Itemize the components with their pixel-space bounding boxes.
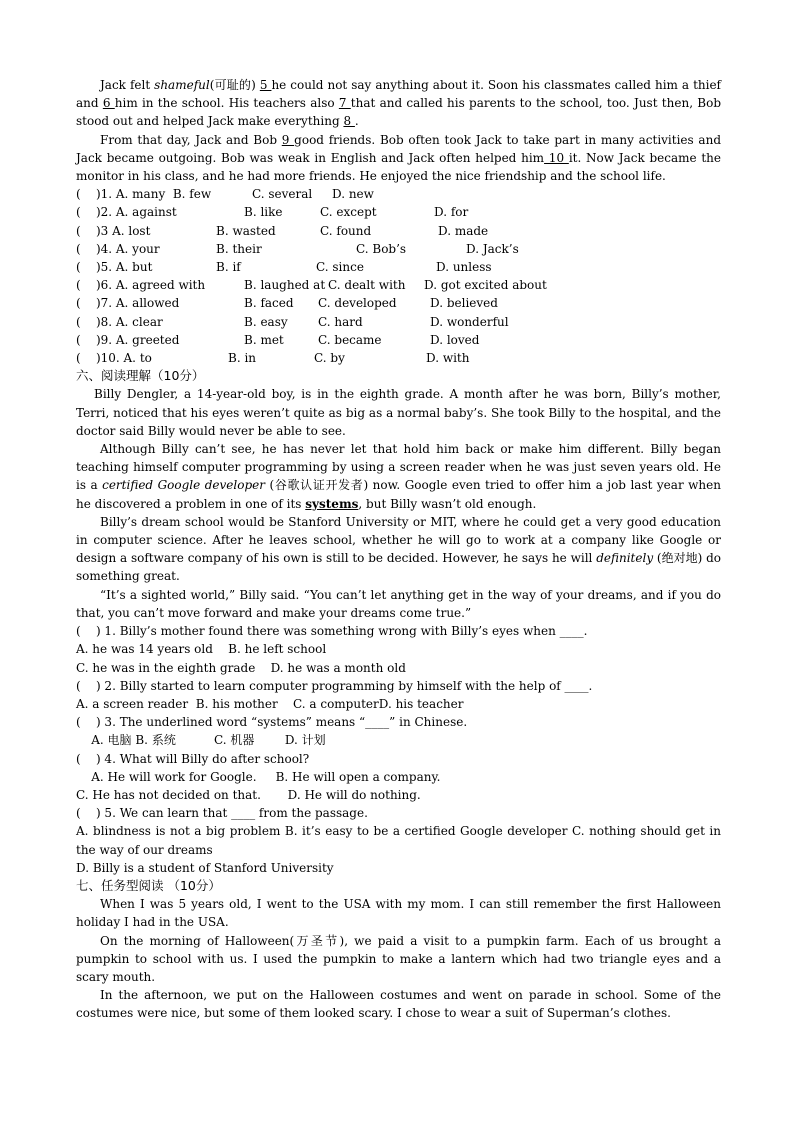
cloze-paragraph-2: [76, 131, 721, 186]
question-4: ( ) 4. What will Billy do after school?: [76, 751, 310, 766]
text: From that day, Jack and Bob: [100, 132, 282, 147]
text: Although Billy can’t see, he has never let that hold him back or make him different. Billy began teaching himself computer programming by using a screen reader when he was just seven years old. He is a: [76, 442, 721, 493]
text: him in the school. His teachers also: [114, 96, 339, 111]
cloze-option: D. Jack’s: [466, 241, 519, 256]
underlined-word-systems: systems: [305, 496, 359, 511]
cloze-option: D. for: [434, 205, 469, 220]
cloze-option-a: ( )7. A. allowed: [76, 296, 180, 311]
cloze-option: C. dealt with: [328, 278, 406, 293]
cloze-option-row: [76, 203, 721, 221]
cloze-option: D. with: [426, 351, 470, 366]
cloze-option: B. their: [216, 241, 262, 256]
cloze-option: B. laughed at: [244, 278, 326, 293]
section-heading-task-reading: 七、任务型阅读 （10分）: [76, 877, 221, 893]
blank-9: 9: [281, 132, 295, 147]
question-4-options-b: C. He has not decided on that. D. He will do nothing.: [76, 787, 421, 802]
blank-10: 10: [544, 150, 569, 165]
cloze-option: B. faced: [244, 296, 294, 311]
text: good friends. Bob often took Jack to take part in many activities and Jack became outgoing. Bob was weak in English and Jack often helped him: [76, 132, 722, 165]
question-2: ( ) 2. Billy started to learn computer programming by himself with the help of ____.: [76, 678, 593, 693]
question-2-options: A. a screen reader B. his mother C. a computerD. his teacher: [76, 696, 464, 711]
task-paragraph-1: When I was 5 years old, I went to the USA with my mom. I can still remember the first Halloween holiday I had in the USA.: [76, 897, 721, 930]
cloze-option: C. Bob’s: [356, 241, 407, 256]
cloze-option: C. except: [320, 205, 377, 220]
cloze-option-row: [76, 331, 721, 349]
question-1-options-b: C. he was in the eighth grade D. he was a month old: [76, 660, 406, 675]
section-heading-reading: 六、阅读理解（10分）: [76, 368, 205, 384]
cloze-option: D. believed: [430, 296, 498, 311]
question-1-options-a: A. he was 14 years old B. he left school: [76, 642, 327, 657]
question-5-options-a: A. blindness is not a big problem B. it’s easy to be a certified Google developer C. nothing should get in the way of our dreams: [76, 824, 721, 857]
question-3: ( ) 3. The underlined word “systems” means “____” in Chinese.: [76, 715, 468, 730]
document-page: [76, 76, 721, 1023]
cloze-option-a: ( )6. A. agreed with: [76, 278, 206, 293]
cloze-option: D. unless: [436, 260, 492, 275]
cloze-option: D. wonderful: [430, 314, 509, 329]
cloze-option: C. became: [318, 332, 382, 347]
cloze-option-a: ( )10. A. to: [76, 351, 152, 366]
text: Jack felt: [100, 78, 155, 92]
cloze-option-a: ( )3 A. lost: [76, 223, 151, 238]
italic-word: shameful: [154, 78, 210, 92]
cloze-option: C. several: [252, 187, 313, 202]
cloze-option: D. got excited about: [424, 278, 547, 293]
text: (可耻的): [209, 78, 260, 92]
blank-7: 7: [338, 96, 351, 111]
cloze-option: B. like: [244, 205, 283, 220]
cloze-option-a: ( )1. A. many B. few: [76, 187, 212, 202]
text: , but Billy wasn’t old enough.: [358, 496, 537, 511]
cloze-option-a: ( )4. A. your: [76, 241, 160, 256]
task-paragraph-2: On the morning of Halloween(万圣节), we paid a visit to a pumpkin farm. Each of us brought a pumpkin to school with us. I used the pumpkin to make a lantern which had two triangle eyes and a scary mouth.: [76, 933, 721, 984]
cloze-option-row: [76, 313, 721, 331]
text: that and called his parents to the school, too. Just then, Bob stood out and helped Jack make everything: [76, 96, 721, 129]
reading-paragraph-3: [76, 513, 721, 586]
cloze-option-a: ( )9. A. greeted: [76, 332, 180, 347]
cloze-option: D. made: [438, 223, 489, 238]
question-1: ( ) 1. Billy’s mother found there was something wrong with Billy’s eyes when ____.: [76, 624, 588, 639]
cloze-option: B. wasted: [216, 223, 276, 238]
text: (绝对地) do something great.: [76, 551, 722, 584]
question-5-options-b: D. Billy is a student of Stanford University: [76, 860, 334, 875]
text: he could not say anything about it. Soon his classmates called him a thief and: [76, 78, 722, 111]
cloze-option-a: ( )2. A. against: [76, 205, 177, 220]
reading-paragraph-2: [76, 440, 721, 513]
cloze-option-row: [76, 185, 721, 203]
text: Billy’s dream school would be Stanford University or MIT, where he could get a very good education in computer science. After he leaves school, whether he will go to work at a company like Google or design a software company of his own is still to be decided. However, he says he will: [76, 514, 721, 566]
cloze-option: B. if: [216, 260, 241, 275]
cloze-option-a: ( )8. A. clear: [76, 314, 163, 329]
cloze-option: B. met: [244, 332, 284, 347]
cloze-option-row: [76, 258, 721, 276]
cloze-option-row: [76, 276, 721, 294]
cloze-option-a: ( )5. A. but: [76, 260, 153, 275]
cloze-paragraph-1: [76, 76, 721, 131]
cloze-options-list: [76, 185, 721, 367]
cloze-option: C. by: [314, 351, 345, 366]
cloze-option: B. easy: [244, 314, 288, 329]
cloze-option-row: [76, 222, 721, 240]
reading-paragraph-4: “It’s a sighted world,” Billy said. “You can’t let anything get in the way of your dreams, and if you do that, you can’t move forward and make your dreams come true.”: [76, 587, 721, 620]
blank-6: 6: [102, 96, 115, 111]
cloze-option-row: [76, 240, 721, 258]
task-paragraph-3: In the afternoon, we put on the Halloween costumes and went on parade in school. Some of the costumes were nice, but some of them looked scary. I chose to wear a suit of Superman’s clothes.: [76, 988, 721, 1021]
italic-term: certified Google developer: [102, 478, 265, 493]
question-3-options: A. 电脑 B. 系统 C. 机器 D. 计划: [76, 733, 326, 748]
cloze-option: D. new: [332, 187, 374, 202]
question-4-options-a: A. He will work for Google. B. He will open a company.: [76, 769, 441, 784]
blank-5: 5: [259, 78, 272, 92]
reading-paragraph-1: Billy Dengler, a 14-year-old boy, is in the eighth grade. A month after he was born, Billy’s mother, Terri, noticed that his eyes weren’t quite as big as a normal baby’s. She took Billy to the hospital, and the doctor said Billy would never be able to see.: [76, 387, 721, 438]
blank-8: 8: [343, 114, 355, 129]
cloze-option: C. found: [320, 223, 372, 238]
cloze-option: C. since: [316, 260, 364, 275]
cloze-option: D. loved: [430, 332, 480, 347]
text: (谷歌认证开发者) now. Google even tried to offer him a job last year when he discovered a problem in one of its: [76, 478, 721, 511]
cloze-option: C. hard: [318, 314, 363, 329]
cloze-option-row: [76, 294, 721, 312]
question-5: ( ) 5. We can learn that ____ from the passage.: [76, 806, 368, 821]
text: .: [354, 114, 359, 129]
cloze-option: B. in: [228, 351, 257, 366]
text: it. Now Jack became the monitor in his class, and he had more friends. He enjoyed the nice friendship and the school life.: [76, 150, 722, 184]
cloze-option: C. developed: [318, 296, 397, 311]
cloze-option-row: [76, 349, 721, 367]
italic-word: definitely: [596, 551, 654, 566]
